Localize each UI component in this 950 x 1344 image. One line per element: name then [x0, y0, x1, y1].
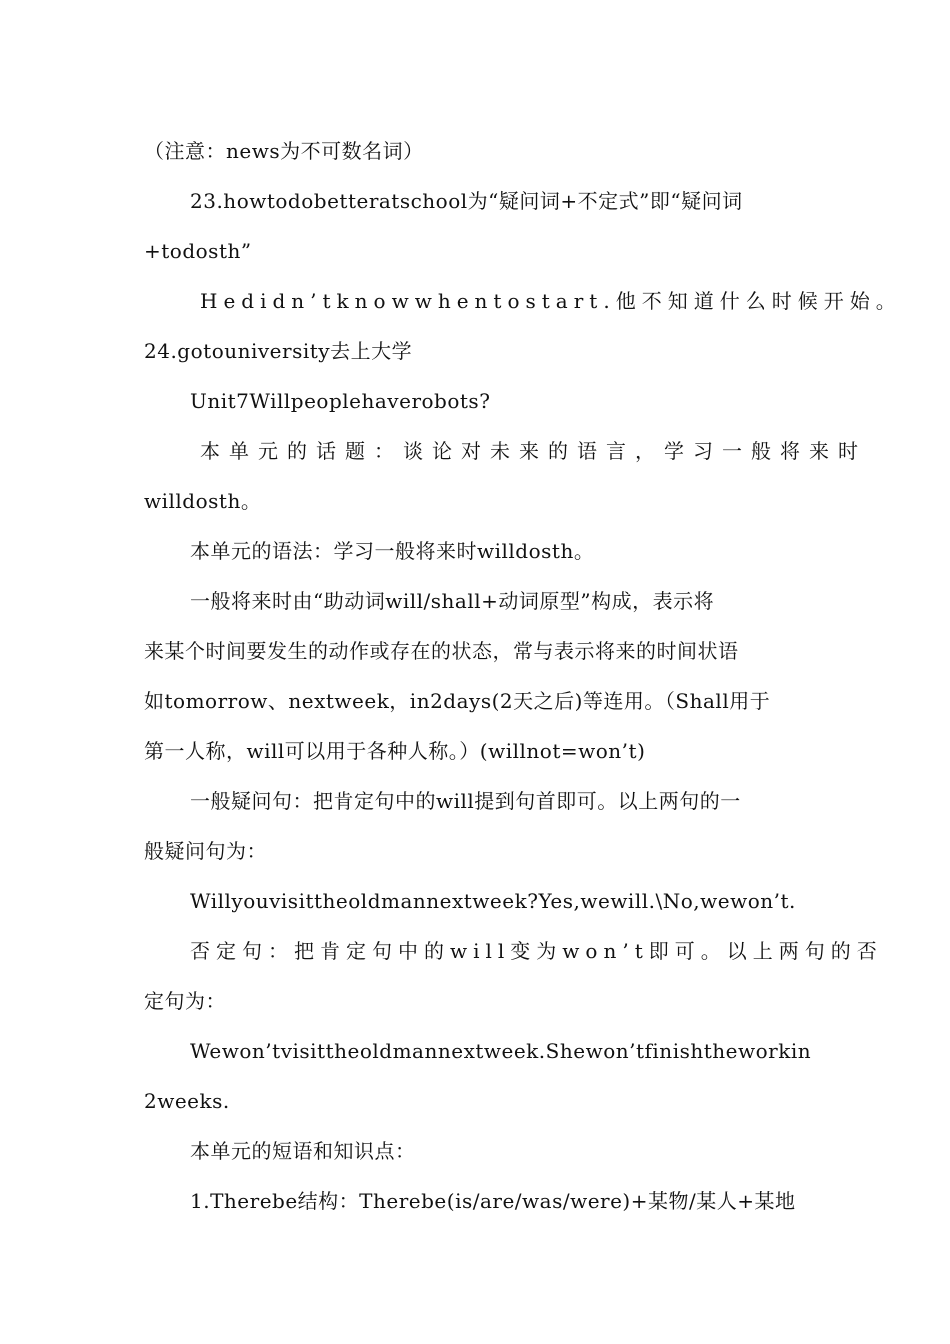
- paragraph-future-tense-cont-3: 第一人称，will可以用于各种人称。）(willnot=won’t): [144, 739, 646, 763]
- paragraph-topic-cont: willdosth。: [144, 489, 262, 513]
- paragraph-future-tense-cont-2: 如tomorrow、nextweek，in2days(2天之后)等连用。（Shall用于: [144, 689, 771, 713]
- paragraph-topic: 本单元的话题：谈论对未来的语言，学习一般将来时: [200, 439, 867, 463]
- paragraph-question-example: Willyouvisittheoldmannextweek?Yes,wewill.\No,wewon’t.: [190, 889, 796, 913]
- paragraph-item-23: 23.howtodobetteratschool为“疑问词+不定式”即“疑问词: [190, 189, 743, 213]
- paragraph-therebe: 1.Therebe结构：Therebe(is/are/was/were)+某物/某人+某地: [190, 1189, 796, 1213]
- paragraph-item-23-cont: +todosth”: [144, 239, 252, 263]
- paragraph-item-24: 24.gotouniversity去上大学: [144, 339, 413, 363]
- paragraph-question-form-cont: 般疑问句为：: [144, 839, 267, 863]
- paragraph-negative-example: Wewon’tvisittheoldmannextweek.Shewon’tfinishtheworkin: [190, 1039, 812, 1063]
- paragraph-future-tense: 一般将来时由“助动词will/shall+动词原型”构成，表示将: [190, 589, 715, 613]
- paragraph-future-tense-cont-1: 来某个时间要发生的动作或存在的状态，常与表示将来的时间状语: [144, 639, 739, 663]
- paragraph-note-news: （注意：news为不可数名词）: [144, 139, 424, 163]
- paragraph-grammar: 本单元的语法：学习一般将来时willdosth。: [190, 539, 595, 563]
- paragraph-negative-form: 否定句：把肯定句中的will变为won’t即可。以上两句的否: [190, 939, 883, 963]
- paragraph-negative-example-cont: 2weeks.: [144, 1089, 230, 1113]
- paragraph-phrases-heading: 本单元的短语和知识点：: [190, 1139, 416, 1163]
- paragraph-question-form: 一般疑问句：把肯定句中的will提到句首即可。以上两句的一: [190, 789, 741, 813]
- paragraph-negative-form-cont: 定句为：: [144, 989, 226, 1013]
- unit-heading: Unit7Willpeoplehaverobots?: [190, 389, 491, 413]
- paragraph-example-sentence: Hedidn’tknowwhentostart.他不知道什么时候开始。: [200, 289, 902, 313]
